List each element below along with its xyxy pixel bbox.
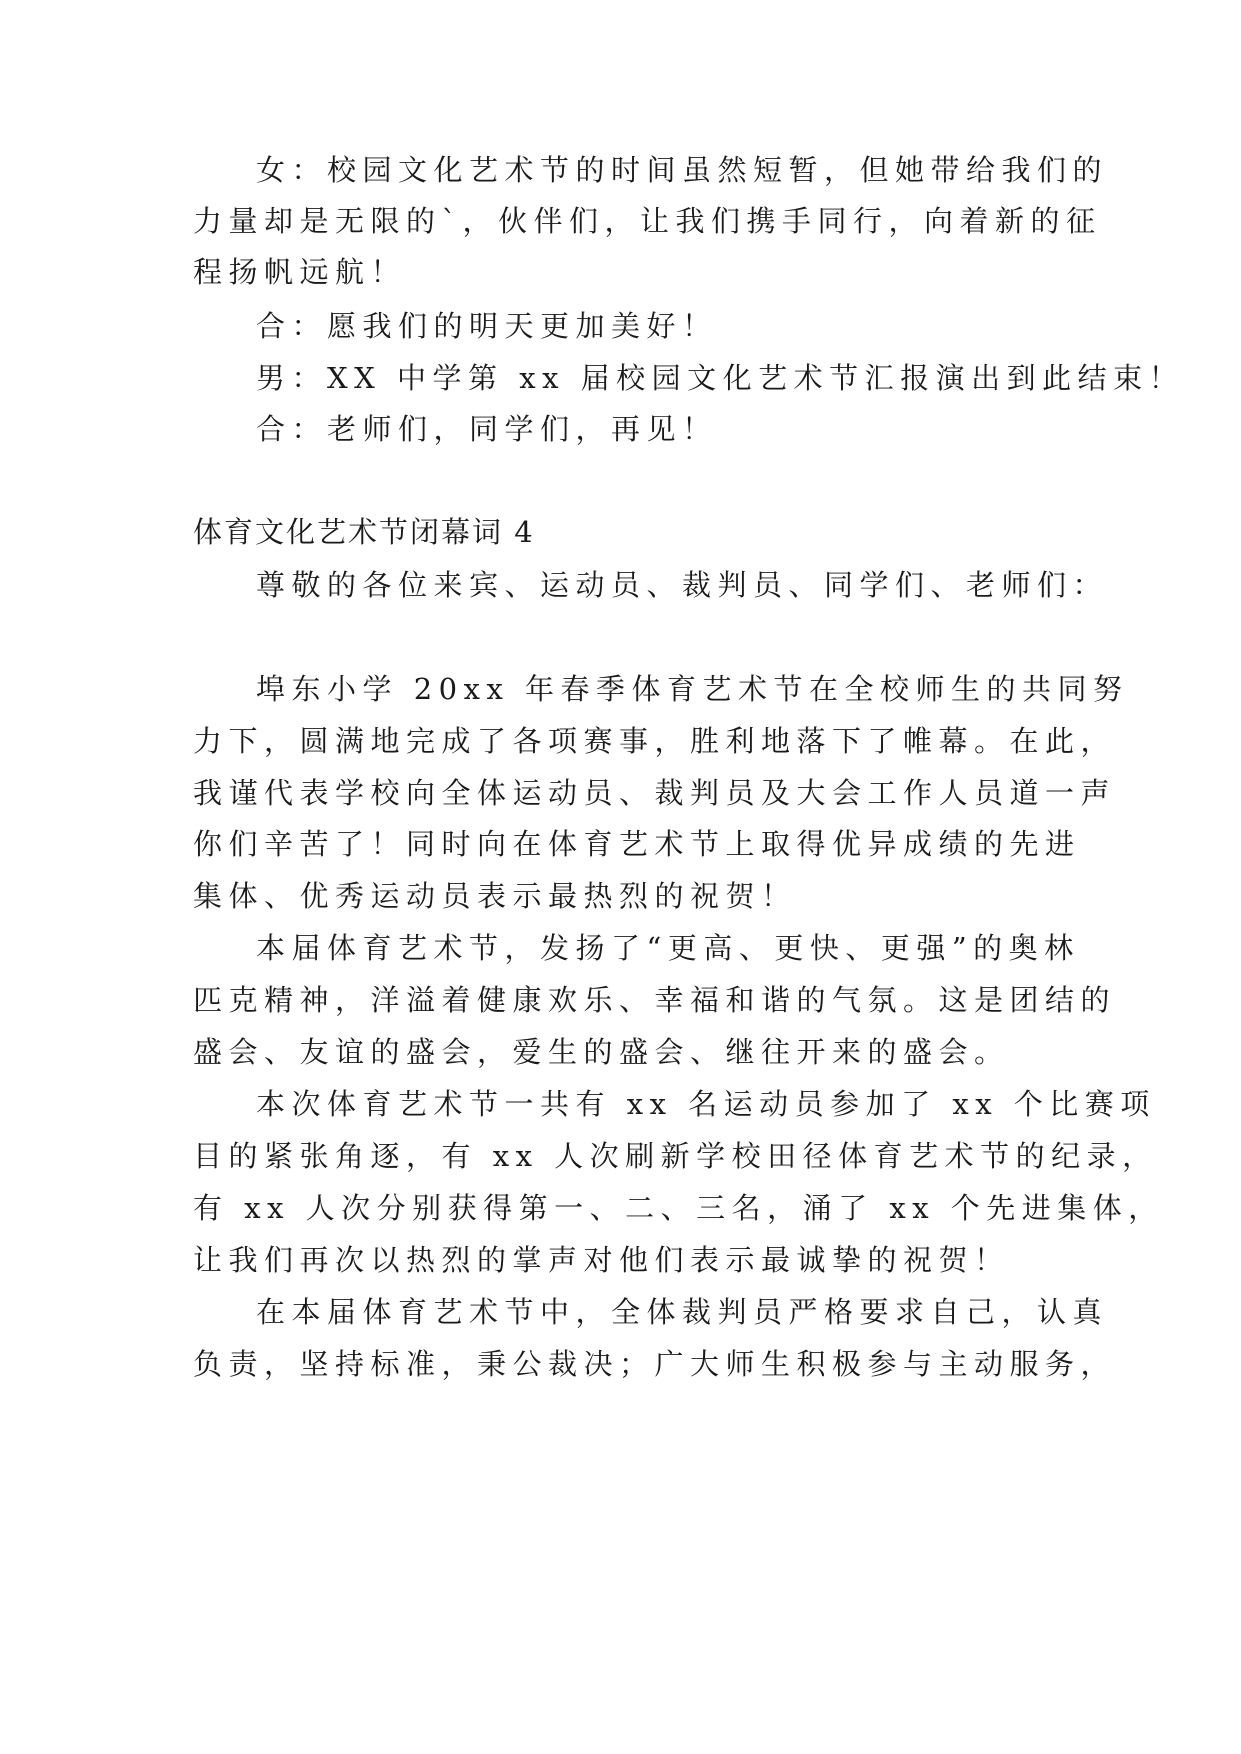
paragraph-line: 力量却是无限的`，伙伴们，让我们携手同行，向着新的征 (193, 204, 1102, 238)
section-title: 体育文化艺术节闭幕词 4 (193, 515, 535, 549)
paragraph-line: 有 xx 人次分别获得第一、二、三名，涌了 xx 个先进集体， (193, 1191, 1164, 1225)
paragraph-line: 在本届体育艺术节中，全体裁判员严格要求自己，认真 (256, 1295, 1109, 1329)
paragraph-line: 男：XX 中学第 xx 届校园文化艺术节汇报演出到此结束！ (256, 361, 1185, 395)
paragraph-line: 负责，坚持标准，秉公裁决；广大师生积极参与主动服务， (193, 1347, 1117, 1381)
paragraph-line: 匹克精神，洋溢着健康欢乐、幸福和谐的气氛。这是团结的 (193, 983, 1117, 1017)
paragraph-line: 本届体育艺术节，发扬了“更高、更快、更强”的奥林 (256, 931, 1080, 965)
paragraph-line: 女：校园文化艺术节的时间虽然短暂，但她带给我们的 (256, 153, 1109, 187)
paragraph-line: 合：愿我们的明天更加美好！ (256, 309, 718, 343)
paragraph-line: 本次体育艺术节一共有 xx 名运动员参加了 xx 个比赛项 (256, 1087, 1156, 1121)
paragraph-line: 让我们再次以热烈的掌声对他们表示最诚挚的祝贺！ (193, 1243, 1010, 1277)
paragraph-line: 目的紧张角逐，有 xx 人次刷新学校田径体育艺术节的纪录， (193, 1139, 1158, 1173)
paragraph-line: 盛会、友谊的盛会，爱生的盛会、继往开来的盛会。 (193, 1035, 1010, 1069)
paragraph-line: 集体、优秀运动员表示最热烈的祝贺！ (193, 879, 797, 913)
paragraph-line: 你们辛苦了！同时向在体育艺术节上取得优异成绩的先进 (193, 827, 1081, 861)
greeting-line: 尊敬的各位来宾、运动员、裁判员、同学们、老师们： (256, 568, 1109, 602)
paragraph-line: 我谨代表学校向全体运动员、裁判员及大会工作人员道一声 (193, 776, 1117, 810)
paragraph-line: 合：老师们，同学们，再见！ (256, 412, 718, 446)
paragraph-line: 埠东小学 20xx 年春季体育艺术节在全校师生的共同努 (256, 672, 1129, 706)
paragraph-line: 力下，圆满地完成了各项赛事，胜利地落下了帷幕。在此， (193, 724, 1117, 758)
paragraph-line: 程扬帆远航！ (193, 255, 407, 289)
